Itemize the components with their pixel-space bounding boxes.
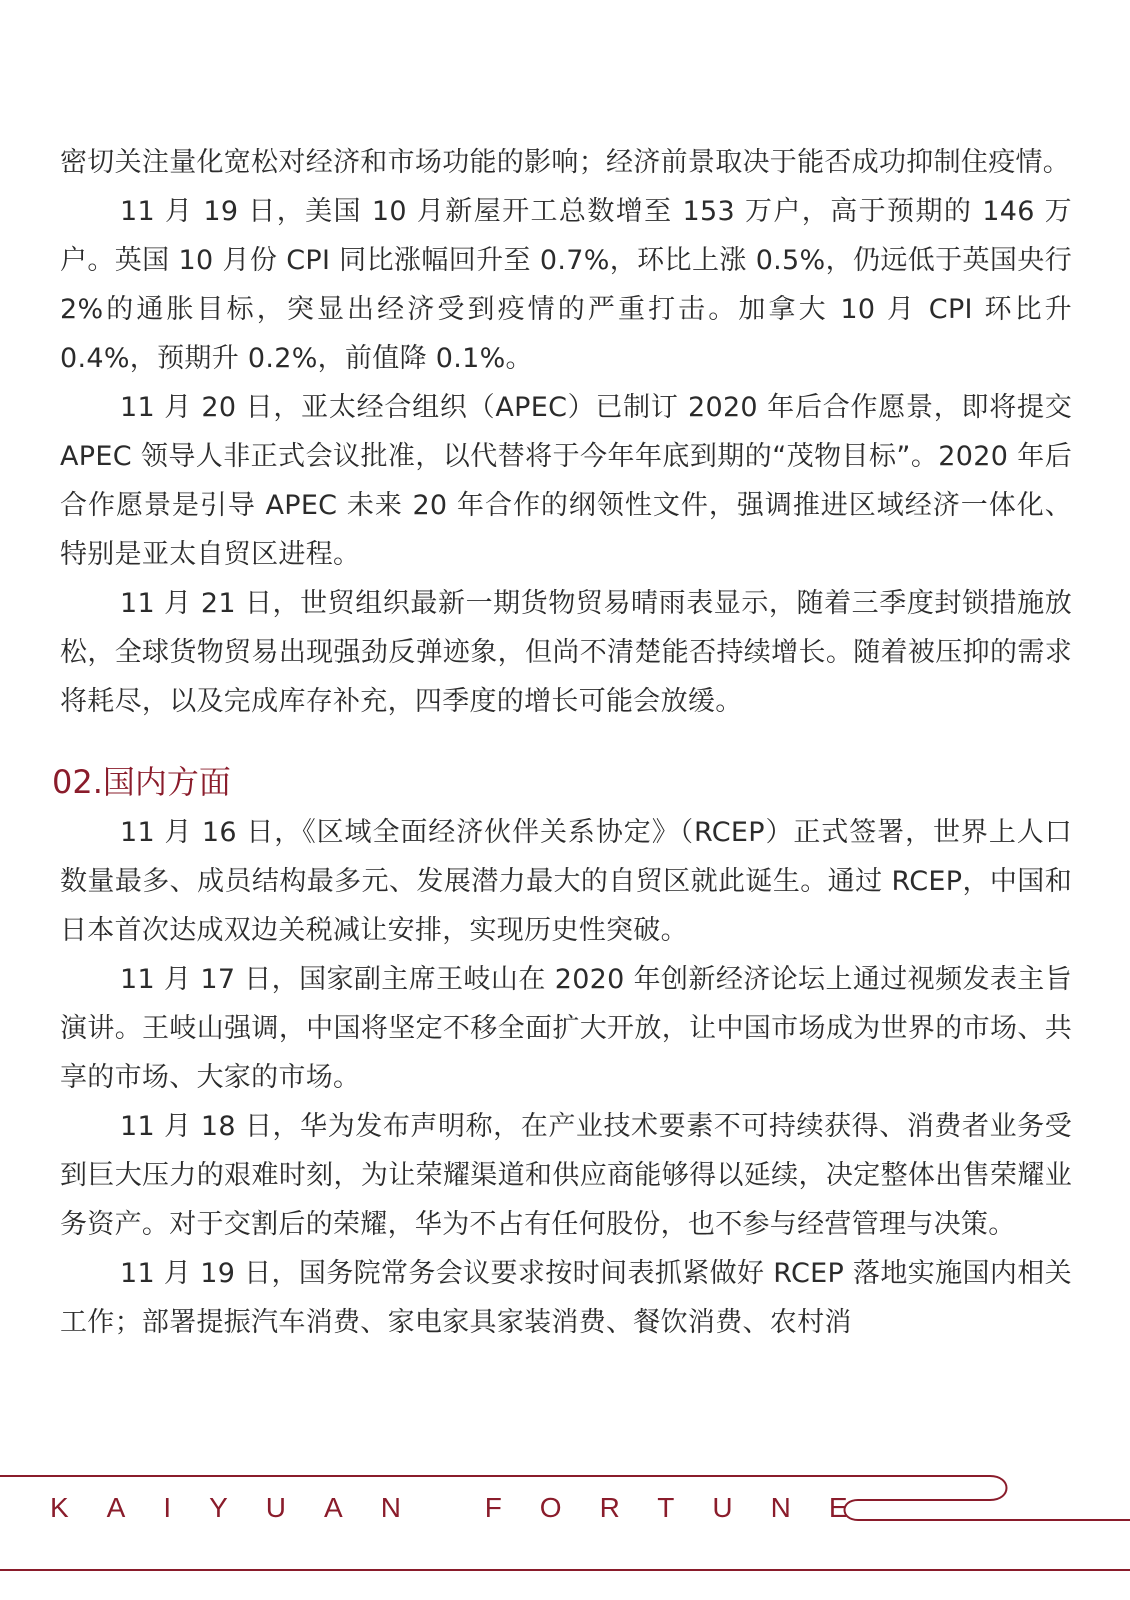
paragraph-nov17-forum: 11 月 17 日，国家副主席王岐山在 2020 年创新经济论坛上通过视频发表主旨演讲。王岐山强调，中国将坚定不移全面扩大开放，让中国市场成为世界的市场、共享的市场、大家的市场。 [60,964,1072,1093]
page-content [52,138,1072,1347]
paragraph-qe-impact: 密切关注量化宽松对经济和市场功能的影响；经济前景取决于能否成功抑制住疫情。 [60,147,1071,178]
footer-decoration [0,1470,1130,1580]
section-heading-domestic: 02.国内方面 [52,763,231,801]
brand-wordmark: KAIYUAN FORTUNE [50,1492,886,1523]
page-footer [0,1470,1130,1580]
paragraph-nov20-apec: 11 月 20 日，亚太经合组织（APEC）已制订 2020 年后合作愿景，即将提交 APEC 领导人非正式会议批准，以代替将于今年年底到期的“茂物目标”。2020 年后合作愿景是引导 APEC 未来 20 年合作的纲领性文件，强调推进区域经济一体化、特别是亚太自贸区进程。 [60,392,1072,570]
paragraph-nov18-huawei: 11 月 18 日，华为发布声明称，在产业技术要素不可持续获得、消费者业务受到巨大压力的艰难时刻，为让荣耀渠道和供应商能够得以延续，决定整体出售荣耀业务资产。对于交割后的荣耀，华为不占有任何股份，也不参与经营管理与决策。 [60,1111,1072,1240]
paragraph-nov19-intl: 11 月 19 日，美国 10 月新屋开工总数增至 153 万户，高于预期的 146 万户。英国 10 月份 CPI 同比涨幅回升至 0.7%，环比上涨 0.5%，仍远低于英国央行 2%的通胀目标，突显出经济受到疫情的严重打击。加拿大 10 月 CPI 环比升 0.4%，预期升 0.2%，前值降 0.1%。 [60,196,1072,374]
paragraph-nov19-state-council: 11 月 19 日，国务院常务会议要求按时间表抓紧做好 RCEP 落地实施国内相关工作；部署提振汽车消费、家电家具家装消费、餐饮消费、农村消 [60,1258,1072,1338]
paragraph-nov16-rcep: 11 月 16 日，《区域全面经济伙伴关系协定》（RCEP）正式签署，世界上人口数量最多、成员结构最多元、发展潜力最大的自贸区就此诞生。通过 RCEP，中国和日本首次达成双边关税减让安排，实现历史性突破。 [60,817,1072,946]
paragraph-nov21-wto: 11 月 21 日，世贸组织最新一期货物贸易晴雨表显示，随着三季度封锁措施放松，全球货物贸易出现强劲反弹迹象，但尚不清楚能否持续增长。随着被压抑的需求将耗尽，以及完成库存补充，四季度的增长可能会放缓。 [60,588,1072,717]
